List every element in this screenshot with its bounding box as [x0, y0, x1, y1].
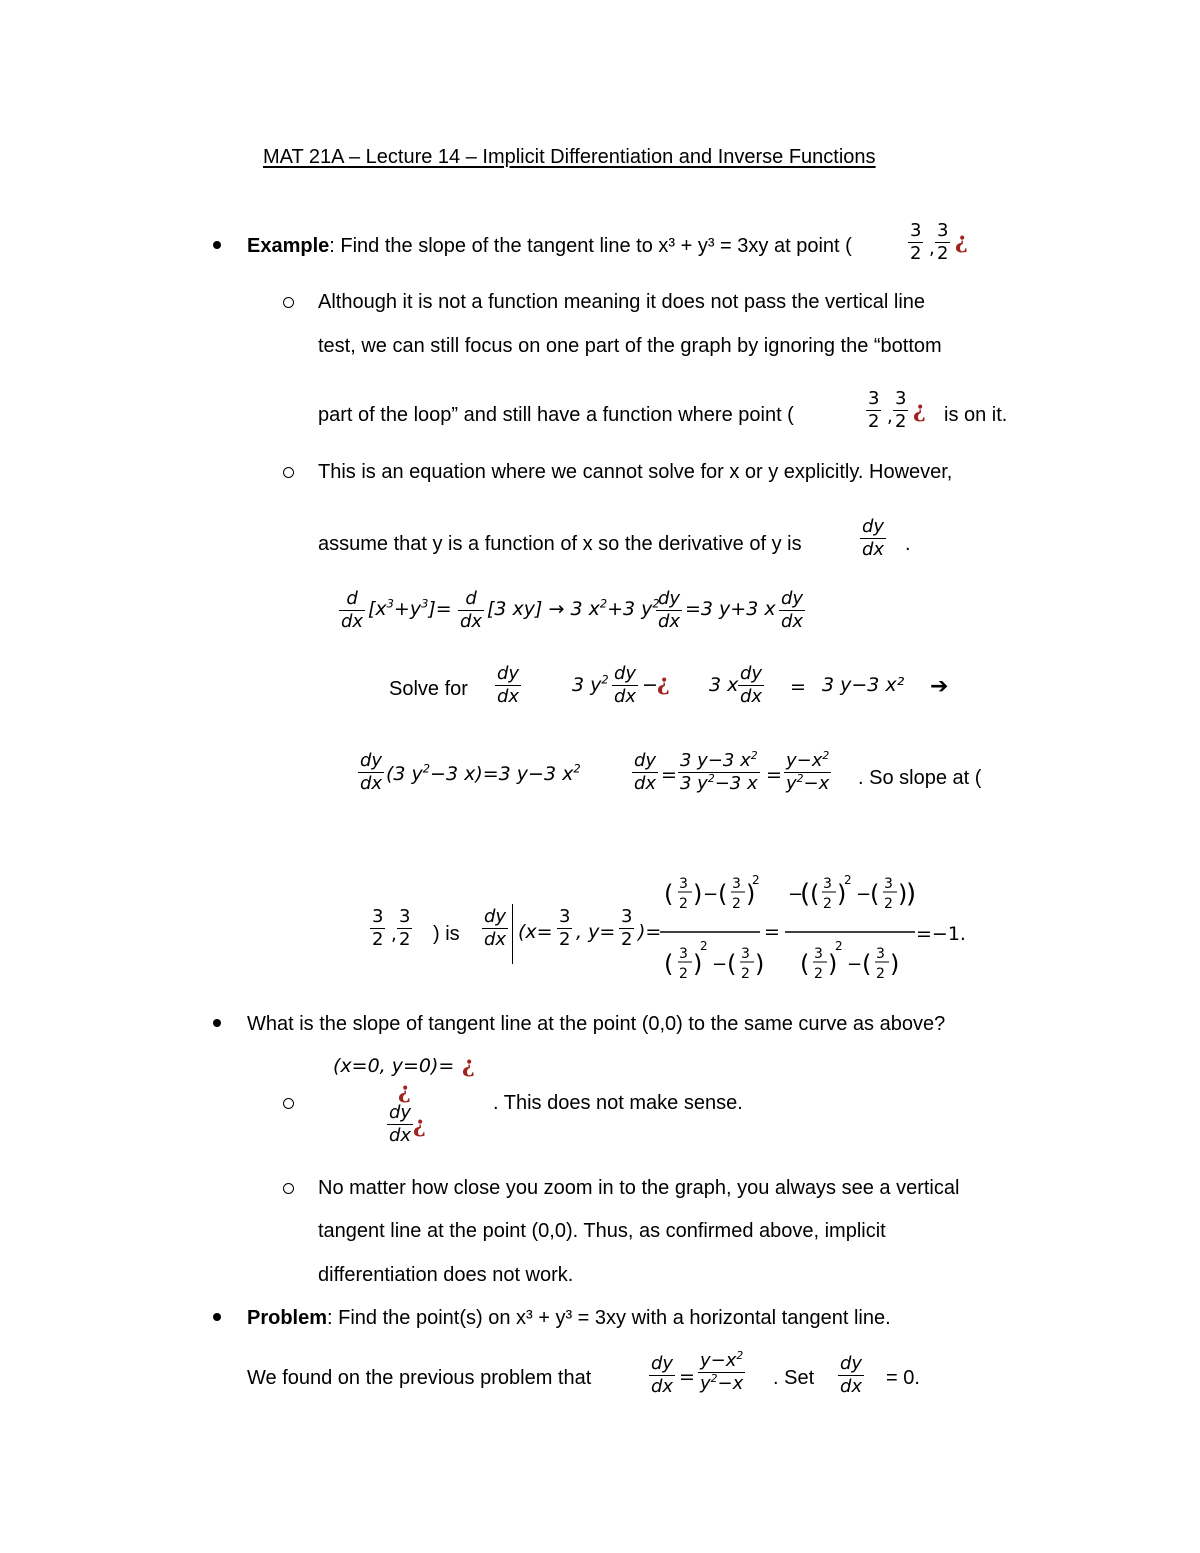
- result-value: =−1.: [916, 923, 966, 945]
- broken-glyph: ¿: [398, 1078, 411, 1104]
- svg-text:(: (: [800, 950, 810, 978]
- svg-text:3: 3: [679, 876, 688, 892]
- point-y-fraction: $\frac{3}{2}$: [399, 906, 411, 950]
- svg-text:): ): [837, 880, 847, 908]
- svg-text:(: (: [862, 950, 872, 978]
- svg-text:(: (: [800, 879, 811, 909]
- equation-rhs: [3 xy] → 3 $x^2+3$ $y^2$: [487, 596, 660, 620]
- dy-dx-fraction: $\frac{dy}{dx}$: [360, 750, 383, 794]
- dy-dx-fraction: $\frac{dy}{dx}$: [389, 1102, 412, 1146]
- svg-text:(: (: [727, 950, 737, 978]
- svg-text:3: 3: [876, 946, 885, 962]
- sub1-line3-end: is on it.: [944, 404, 1008, 426]
- problem-label: Problem: [247, 1307, 328, 1329]
- page-title: MAT 21A – Lecture 14 – Implicit Differentiation and Inverse Functions: [263, 146, 876, 168]
- svg-text:=: =: [764, 921, 780, 943]
- dy-dx-fraction: $\frac{dy}{dx}$: [614, 663, 637, 707]
- svg-text:3: 3: [732, 876, 741, 892]
- slope-fraction-2: $\frac{y-x^2}{y^2-x}$: [700, 1349, 744, 1394]
- svg-text:2: 2: [876, 966, 885, 982]
- broken-glyph: ¿: [462, 1052, 475, 1078]
- svg-text:2: 2: [700, 939, 708, 953]
- dy-dx-fraction: $\frac{dy}{dx}$: [862, 516, 885, 560]
- sub2-line2: assume that y is a function of x so the derivative of y is: [318, 533, 802, 555]
- sub1-line3: part of the loop” and still have a function where point (: [318, 404, 794, 426]
- dy-dx-fraction: $\frac{dy}{dx}$: [658, 588, 681, 632]
- d-dx-operator: $\frac{d}{dx}$: [341, 588, 364, 632]
- svg-text:−: −: [856, 884, 872, 905]
- example-label: Example: [247, 235, 330, 257]
- problem-text: : Find the point(s) on x³ + y³ = 3xy with a horizontal tangent line.: [327, 1307, 891, 1329]
- dy-dx-fraction: $\frac{dy}{dx}$: [484, 906, 507, 950]
- point-x-fraction: $\frac{3}{2}$: [868, 388, 880, 432]
- svg-text:(: (: [664, 950, 674, 978]
- svg-text:(: (: [870, 880, 880, 908]
- svg-text:3: 3: [884, 876, 893, 892]
- bullet-dot: [213, 1019, 221, 1027]
- svg-text:2: 2: [741, 966, 750, 982]
- svg-text:3: 3: [679, 946, 688, 962]
- sub-bullet-circle: [283, 1098, 294, 1109]
- svg-text:(: (: [664, 880, 674, 908]
- is-text: ) is: [433, 923, 460, 945]
- svg-text:2: 2: [732, 896, 741, 912]
- slope-fraction-2: $\frac{y-x^2}{y^2-x}$: [786, 749, 830, 794]
- broken-glyph: ¿: [657, 670, 670, 696]
- question-text: What is the slope of tangent line at the point (0,0) to the same curve as above?: [247, 1013, 946, 1035]
- sub1-line1: Although it is not a function meaning it does not pass the vertical line: [318, 291, 926, 313]
- svg-text:): ): [746, 880, 756, 908]
- bullet-dot: [213, 1313, 221, 1321]
- arrow-icon: ➔: [930, 674, 949, 699]
- equation-lhs: $[x^3+y^3]=$: [368, 596, 452, 620]
- svg-text:): ): [693, 880, 703, 908]
- point-y-fraction: $\frac{3}{2}$: [895, 388, 907, 432]
- svg-text:2: 2: [679, 896, 688, 912]
- point-y-fraction: $\frac{3}{2}$: [937, 220, 949, 264]
- eval-x: (x=: [518, 921, 553, 943]
- svg-text:2: 2: [814, 966, 823, 982]
- svg-text:−: −: [703, 884, 719, 905]
- svg-text:−: −: [847, 954, 863, 975]
- eval-y: , y=: [576, 921, 616, 943]
- svg-text:−: −: [788, 884, 804, 905]
- set-text: . Set: [773, 1367, 815, 1389]
- factored-equation: (3 $y^2-3$ x)=3 y−3 $x^2$: [386, 761, 581, 785]
- svg-text:): ): [906, 879, 917, 909]
- svg-text:(: (: [810, 880, 820, 908]
- dy-dx-fraction: $\frac{dy}{dx}$: [497, 663, 520, 707]
- slope-fraction-1: $\frac{3 y-3 x^2}{3 y^2-3 x}$: [680, 749, 758, 794]
- solve-rhs: 3 y−3 x²: [822, 674, 905, 696]
- svg-text:): ): [755, 950, 765, 978]
- broken-glyph: ¿: [955, 228, 968, 254]
- dy-dx-fraction: $\frac{dy}{dx}$: [781, 588, 804, 632]
- found-text: We found on the previous problem that: [247, 1367, 592, 1389]
- zoom-line1: No matter how close you zoom in to the graph, you always see a vertical: [318, 1177, 960, 1199]
- svg-text:−: −: [712, 954, 728, 975]
- svg-text:2: 2: [835, 939, 843, 953]
- point-x-fraction: $\frac{3}{2}$: [372, 906, 384, 950]
- dy-dx-fraction: $\frac{dy}{dx}$: [740, 663, 763, 707]
- sub2-line1: This is an equation where we cannot solve for x or y explicitly. However,: [318, 461, 953, 483]
- svg-text:): ): [898, 880, 908, 908]
- dy-dx-fraction: $\frac{dy}{dx}$: [840, 1353, 863, 1397]
- solve-term1: 3 $y^2$: [572, 672, 609, 696]
- solve-term2: 3 x: [709, 674, 739, 696]
- d-dx-operator: $\frac{d}{dx}$: [460, 588, 483, 632]
- example-text: : Find the slope of the tangent line to x³ + y³ = 3xy at point (: [329, 235, 852, 257]
- broken-glyph: ¿: [913, 397, 926, 423]
- svg-text:): ): [828, 950, 838, 978]
- svg-text:2: 2: [752, 873, 760, 887]
- svg-text:): ): [693, 950, 703, 978]
- svg-text:3: 3: [741, 946, 750, 962]
- svg-text:2: 2: [844, 873, 852, 887]
- sub2-line2-end: .: [905, 533, 911, 555]
- svg-text:3: 3: [823, 876, 832, 892]
- point-x-fraction: $\frac{3}{2}$: [910, 220, 922, 264]
- dy-dx-fraction: $\frac{dy}{dx}$: [651, 1353, 674, 1397]
- solve-label: Solve for: [389, 678, 468, 700]
- slope-text: . So slope at (: [858, 767, 982, 789]
- svg-text:3: 3: [814, 946, 823, 962]
- zoom-line2: tangent line at the point (0,0). Thus, as confirmed above, implicit: [318, 1220, 886, 1242]
- svg-text:2: 2: [884, 896, 893, 912]
- svg-text:2: 2: [679, 966, 688, 982]
- broken-glyph: ¿: [413, 1112, 426, 1138]
- svg-text:): ): [890, 950, 900, 978]
- zoom-line3: differentiation does not work.: [318, 1264, 574, 1286]
- svg-text:2: 2: [823, 896, 832, 912]
- sub1-line2: test, we can still focus on one part of the graph by ignoring the “bottom: [318, 335, 942, 357]
- solve-equals: =: [790, 676, 806, 698]
- equation-rhs2: =3 y+3 x: [685, 598, 776, 620]
- svg-text:(: (: [718, 880, 728, 908]
- eval-origin: (x=0, y=0)=: [333, 1055, 455, 1077]
- zero-text: = 0.: [886, 1367, 920, 1389]
- dy-dx-fraction: $\frac{dy}{dx}$: [634, 750, 657, 794]
- problem-line: [247, 1308, 891, 1328]
- sub-bullet-circle: [283, 1183, 294, 1194]
- no-sense-text: . This does not make sense.: [493, 1092, 743, 1114]
